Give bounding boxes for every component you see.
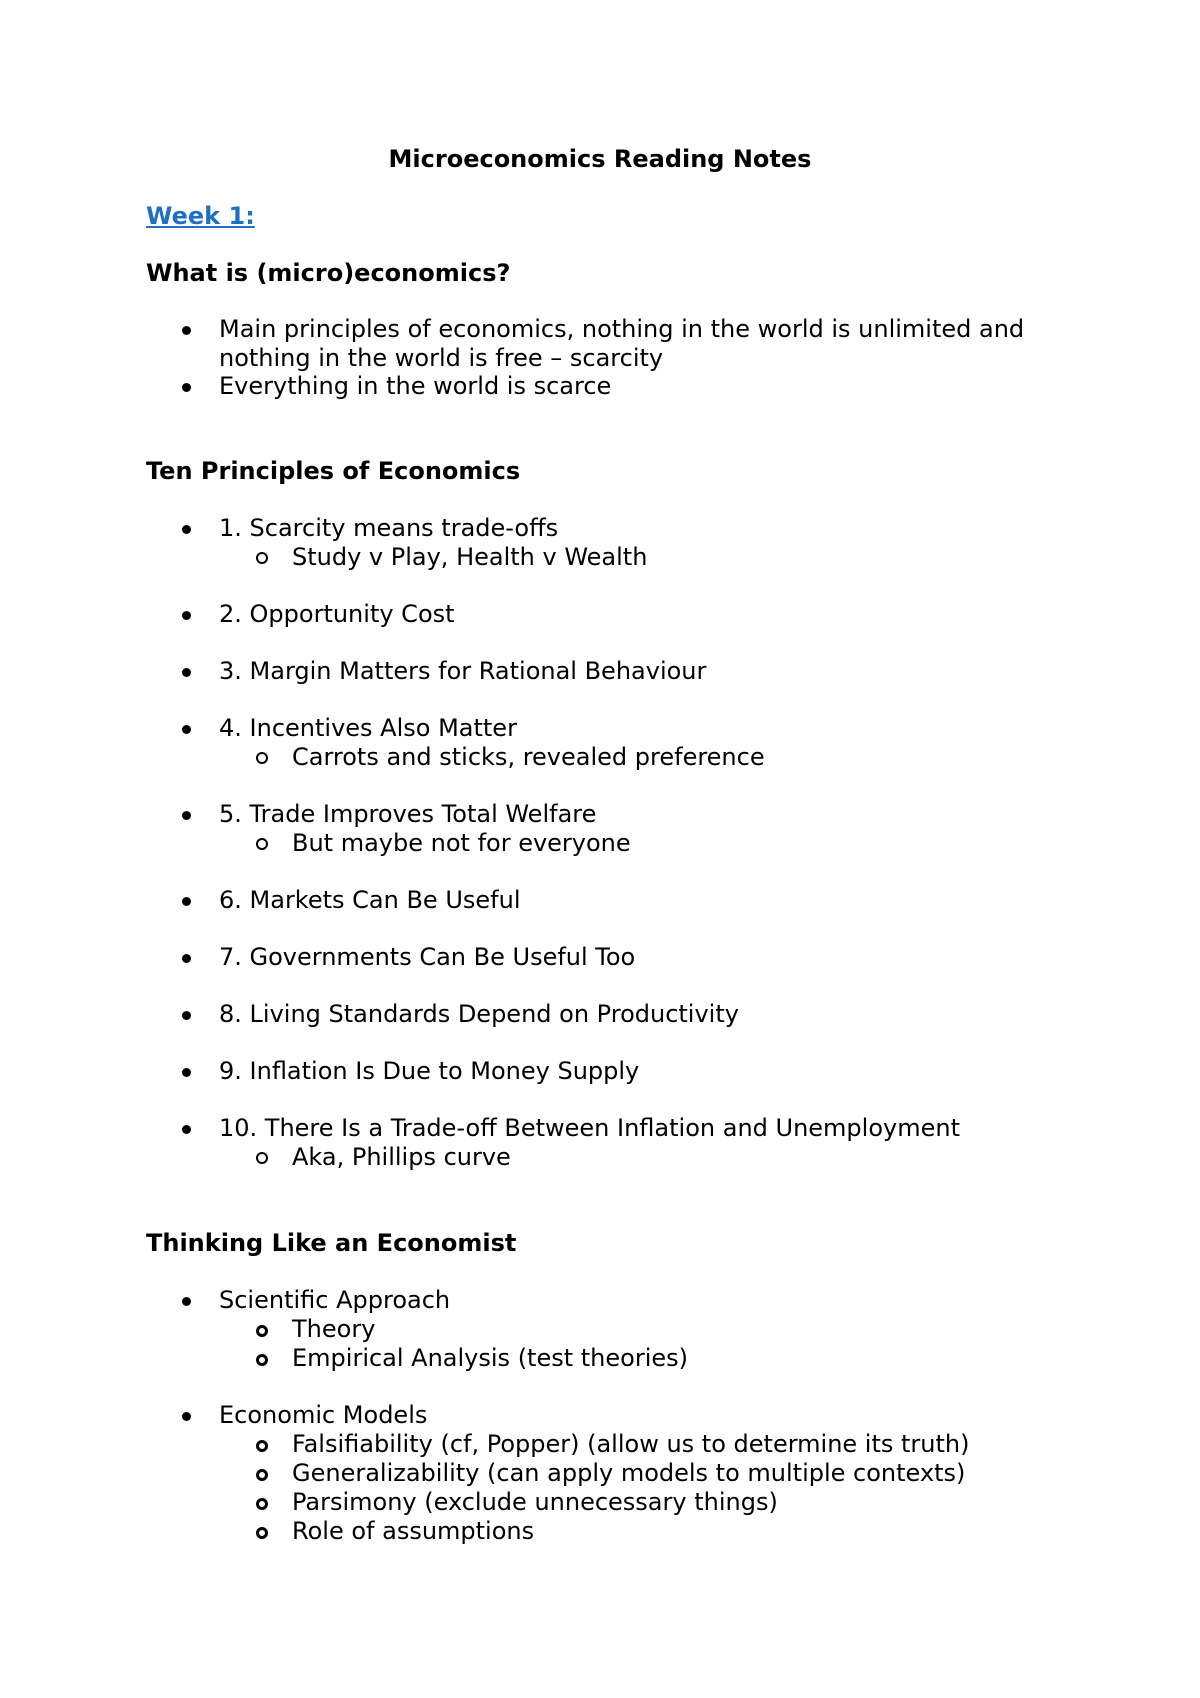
bullet-icon xyxy=(182,811,191,820)
sub-list-item-text: Theory xyxy=(292,1315,376,1343)
list-item xyxy=(0,800,1200,829)
section-heading: Ten Principles of Economics xyxy=(146,457,521,485)
bullet-icon xyxy=(182,383,191,392)
circle-bullet-icon xyxy=(256,1325,268,1337)
list-item xyxy=(0,1286,1200,1315)
list-item xyxy=(0,372,1200,401)
sub-list-item xyxy=(0,743,1200,772)
bullet-icon xyxy=(182,1011,191,1020)
sub-list-item xyxy=(0,543,1200,572)
list-item xyxy=(0,1000,1200,1029)
circle-bullet-icon xyxy=(256,1152,268,1164)
bullet-icon xyxy=(182,668,191,677)
sub-list-item-text: Empirical Analysis (test theories) xyxy=(292,1344,689,1372)
list-item-text: 6. Markets Can Be Useful xyxy=(219,886,521,914)
sub-list-item xyxy=(0,829,1200,858)
bullet-icon xyxy=(182,954,191,963)
section-heading: Thinking Like an Economist xyxy=(146,1229,517,1257)
circle-bullet-icon xyxy=(256,838,268,850)
bullet-icon xyxy=(182,725,191,734)
bullet-icon xyxy=(182,611,191,620)
list-item xyxy=(0,886,1200,915)
sub-list-item xyxy=(0,1459,1200,1488)
list-item-text: 10. There Is a Trade-off Between Inflation and Unemployment xyxy=(219,1114,960,1142)
sub-list-item-text: Aka, Phillips curve xyxy=(292,1143,511,1171)
sub-list-item xyxy=(0,1143,1200,1172)
list-item xyxy=(0,315,1200,344)
sub-list-item-text: Generalizability (can apply models to multiple contexts) xyxy=(292,1459,966,1487)
bullet-icon xyxy=(182,1068,191,1077)
bullet-icon xyxy=(182,1297,191,1306)
sub-list-item-text: But maybe not for everyone xyxy=(292,829,631,857)
sub-list-item xyxy=(0,1344,1200,1373)
circle-bullet-icon xyxy=(256,1354,268,1366)
bullet-icon xyxy=(182,897,191,906)
list-item xyxy=(0,1114,1200,1143)
bullet-icon xyxy=(182,1125,191,1134)
list-item-text: 8. Living Standards Depend on Productivity xyxy=(219,1000,739,1028)
list-item xyxy=(0,714,1200,743)
list-item-text: Main principles of economics, nothing in the world is unlimited and xyxy=(219,315,1025,343)
list-item xyxy=(0,514,1200,543)
sub-list-item xyxy=(0,1517,1200,1546)
list-item-text: 5. Trade Improves Total Welfare xyxy=(219,800,597,828)
bullet-icon xyxy=(182,525,191,534)
list-item-text: 9. Inflation Is Due to Money Supply xyxy=(219,1057,640,1085)
week-link[interactable]: Week 1: xyxy=(146,202,255,230)
bullet-icon xyxy=(182,1412,191,1421)
circle-bullet-icon xyxy=(256,1469,268,1481)
list-item xyxy=(0,1057,1200,1086)
list-item-text: 4. Incentives Also Matter xyxy=(219,714,517,742)
sub-list-item-text: Parsimony (exclude unnecessary things) xyxy=(292,1488,778,1516)
circle-bullet-icon xyxy=(256,1527,268,1539)
bullet-icon xyxy=(182,326,191,335)
sub-list-item xyxy=(0,1488,1200,1517)
sub-list-item-text: Role of assumptions xyxy=(292,1517,535,1545)
list-item-text: 2. Opportunity Cost xyxy=(219,600,455,628)
sub-list-item-text: Study v Play, Health v Wealth xyxy=(292,543,648,571)
circle-bullet-icon xyxy=(256,1440,268,1452)
sub-list-item xyxy=(0,1430,1200,1459)
list-item xyxy=(0,943,1200,972)
circle-bullet-icon xyxy=(256,552,268,564)
circle-bullet-icon xyxy=(256,1498,268,1510)
sub-list-item xyxy=(0,1315,1200,1344)
circle-bullet-icon xyxy=(256,752,268,764)
list-item-text: Scientific Approach xyxy=(219,1286,451,1314)
list-item-text: 1. Scarcity means trade-offs xyxy=(219,514,559,542)
document-title: Microeconomics Reading Notes xyxy=(388,145,812,173)
list-item-text: 3. Margin Matters for Rational Behaviour xyxy=(219,657,707,685)
list-item-text: Economic Models xyxy=(219,1401,428,1429)
list-item-text: nothing in the world is free – scarcity xyxy=(219,344,664,372)
list-item-text: Everything in the world is scarce xyxy=(219,372,612,400)
sub-list-item-text: Falsifiability (cf, Popper) (allow us to determine its truth) xyxy=(292,1430,970,1458)
list-item-continuation xyxy=(0,344,1200,373)
sub-list-item-text: Carrots and sticks, revealed preference xyxy=(292,743,765,771)
list-item xyxy=(0,1401,1200,1430)
list-item xyxy=(0,600,1200,629)
list-item-text: 7. Governments Can Be Useful Too xyxy=(219,943,636,971)
list-item xyxy=(0,657,1200,686)
section-heading: What is (micro)economics? xyxy=(146,259,511,287)
